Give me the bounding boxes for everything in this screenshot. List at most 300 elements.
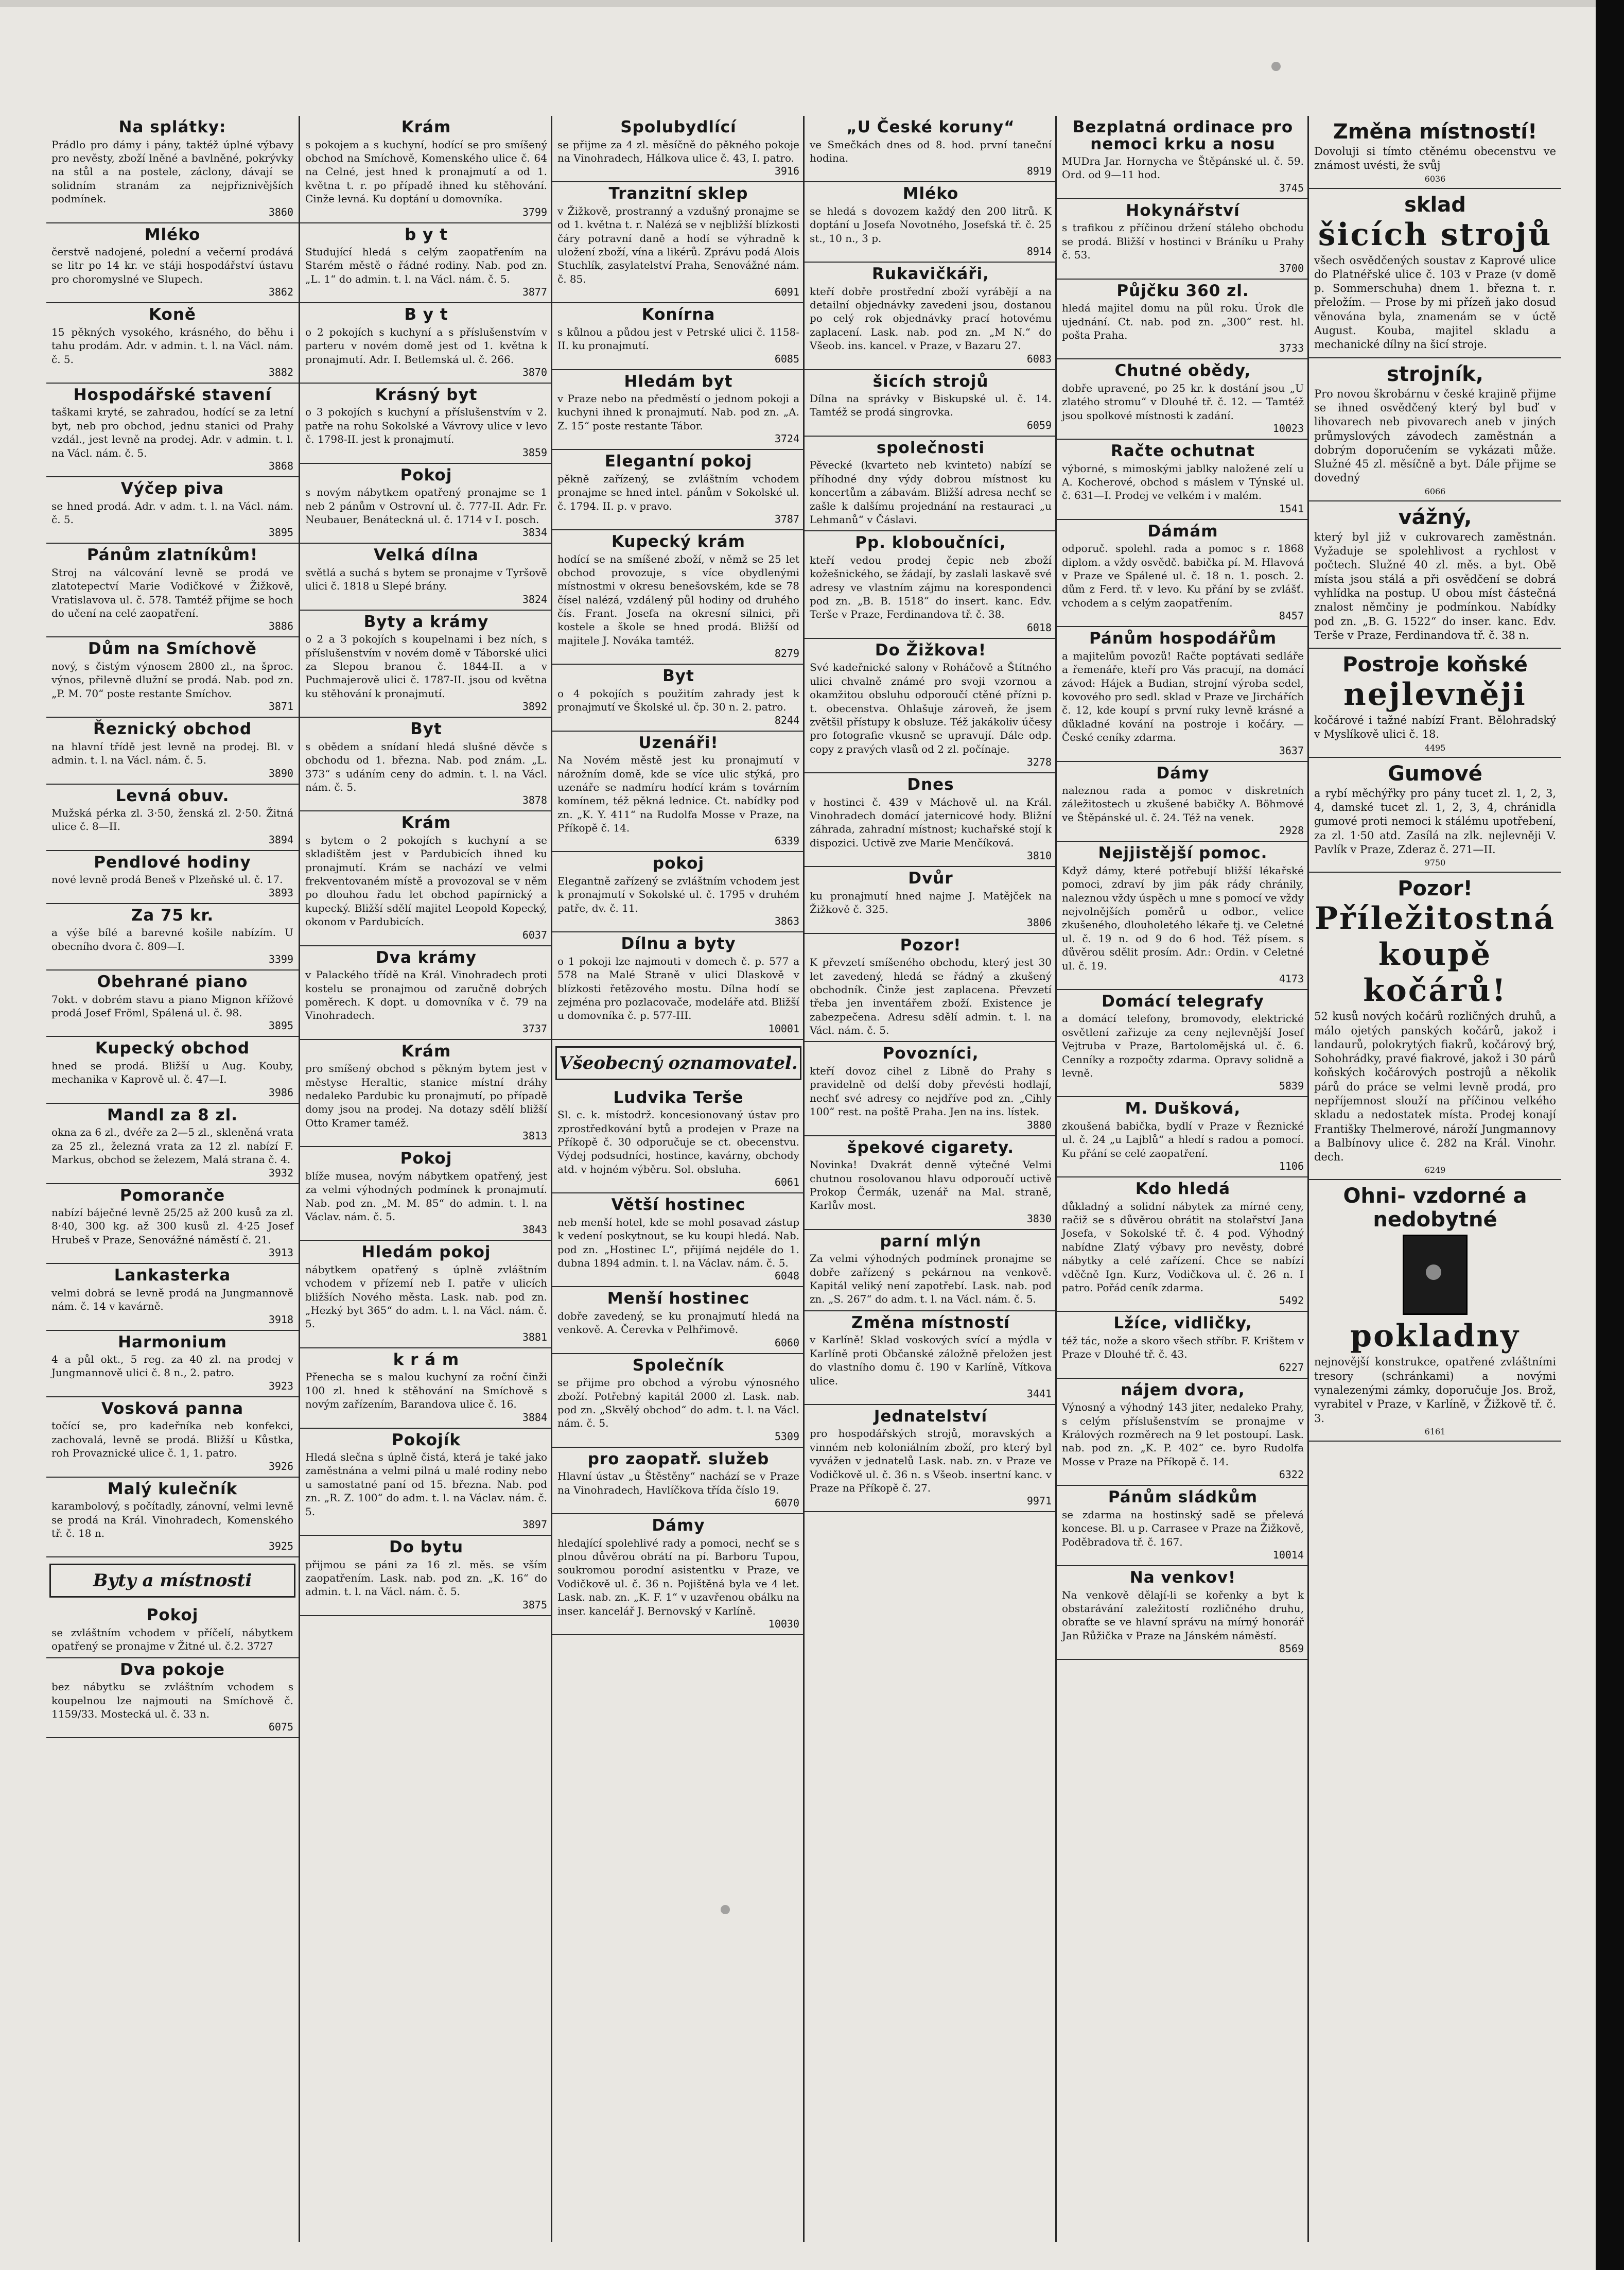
ad-title: Dámy [652, 1516, 705, 1535]
ad-body: Sl. c. k. místodrž. koncesionovaný ústav pro zprostředkování bytů a prodejen v Praze na Příkopě č. 30 odporučuje se ct. obecenstvu. Výdej podsudníci, hostince, kavárny, obchody atd. v hojném výběru. Sol. obsluha. [557, 1108, 799, 1175]
ad-body: Hledá slečna s úplně čistá, která je také jako zaměstnána a velmi pilná u malé rodiny nebo u samostatné paní od 15. března. Nab. pod zn. „R. Z. 100“ do adm. t. l. na Václav. nám. č. 5. [305, 1451, 547, 1518]
ad-body: v Praze nebo na předměstí o jednom pokoji a kuchyni ihned k pronajmutí. Nab. pod zn. „A. Z. 15“ poste restante Tábor. [557, 392, 799, 432]
classified-ad [552, 665, 805, 731]
ad-body: zkoušená babička, bydlí v Praze v Řeznické ul. č. 24 „u Lajblů“ a hledí s radou a pomocí. Ku přání se celé zaopatření. [1062, 1119, 1304, 1159]
ad-title: špekové cigarety. [847, 1138, 1015, 1157]
classified-ad [1309, 649, 1561, 758]
classified-ad [1057, 1486, 1309, 1566]
ad-body: se přijme za 4 zl. měsíčně do pěkného pokoje na Vinohradech, Hálkova ulice č. 43, I. patro. [557, 138, 799, 164]
ad-body: Na Novém městě jest ku pronajmutí v nárožním domě, kde se více ulic stýká, pro uzenáře se nadmíru hodící krám s továrním komínem, též pěkná lednice. Ct. nabídky pod zn. „K. Y. 411“ na Rudolfa Mosse v Praze, na Příkopě č. 14. [557, 754, 799, 835]
ad-number: 3986 [268, 1086, 293, 1099]
ad-body: a domácí telefony, bromovody, elektrické osvětlení zařizuje za ceny nejlevnější Josef Vejtruba v Praze, Bartolomějská ul. č. 6. Cenníky a rozpočty zdarma. Opravy solidně a levně. [1062, 1012, 1304, 1080]
ad-number: 3895 [268, 526, 293, 539]
ad-body: se zvláštním vchodem v příčelí, nábytkem opatřený se pronajme v Žitné ul. č.2. 3727 [51, 1626, 293, 1653]
ink-stain [1271, 62, 1281, 71]
ad-number: 6059 [1026, 419, 1052, 431]
ad-body: Dovoluji si tímto ctěnému obecenstvu ve známost uvésti, že svůj [1314, 145, 1556, 172]
ad-title: Za 75 kr. [131, 906, 214, 925]
ad-body: s kůlnou a půdou jest v Petrské ulici č. 1158-II. ku pronajmutí. [557, 325, 799, 352]
ad-title: Bezplatná ordinace pro nemoci krku a nosu [1072, 118, 1294, 153]
ad-body: Hlavní ústav „u Štěstěny“ nachází se v Praze na Vinohradech, Havlíčkova třída číslo 19. [557, 1470, 799, 1496]
ad-title: Krám [401, 1042, 451, 1061]
classified-ad [1309, 501, 1561, 649]
ad-body: Studující hledá s celým zaopatřením na Starém městě o řádné rodiny. Nab. pod zn. „L. 1“ do admin. t. l. na Václ. nám. č. 5. [305, 246, 547, 285]
classified-ad [552, 1086, 805, 1194]
ad-body: v Žižkově, prostranný a vzdušný pronajme se od 1. května t. r. Nalézá se v nejbližší blízkosti čáry potravní daně a hodí se výhradně k uložení zboží, vína a likérů. Zprávu podá Alois Stuchlík, zasylatelství Praha, Senovážné nám. č. 85. [557, 204, 799, 285]
classified-ad [46, 1604, 299, 1658]
ad-body: 7okt. v dobrém stavu a piano Mignon křížové prodá Josef Fröml, Spálená ul. č. 98. [51, 993, 293, 1019]
classified-ad [552, 116, 805, 182]
ad-number: 10014 [1272, 1548, 1304, 1561]
ad-title: Elegantní pokoj [604, 452, 753, 471]
classified-ad [805, 437, 1057, 532]
ad-number: 3878 [522, 794, 547, 807]
ad-title: nájem dvora, [1121, 1380, 1245, 1399]
ad-number: 10001 [768, 1022, 799, 1035]
classified-ad [805, 1230, 1057, 1311]
ad-number: 8279 [774, 647, 799, 660]
ad-title: Hokynářství [1126, 201, 1240, 220]
classified-column [551, 116, 805, 2242]
ad-title: Dámám [1147, 522, 1218, 541]
ad-body: Své kadeřnické salony v Roháčově a Štítného ulici chvalně známé pro svoji vzornou a okamžitou obsluhu odporoučí ctěné přízni p. t. obecenstva. Ohlašuje zároveň, že jsem zvětšil přístupy k obsluze. Též jakákoliv účesy pro fotografie vkusně se upravují. Dále odp. copy z pravých vlasů od 2 zl. počínaje. [810, 661, 1052, 755]
ad-number: 6083 [1026, 352, 1052, 365]
ad-title: Větší hostinec [611, 1195, 746, 1215]
ad-number: 3834 [522, 526, 547, 539]
ad-title: Pozor! [900, 935, 962, 955]
ad-body: Když dámy, které potřebují bližší lékařské pomoci, zdraví by jim pák rády chránily, naleznou vždy úspěch u mne s pomocí ve vždy nejvolnějších poměrů u odbor., velice zkušeného, dlouholetého lékaře tj. ve Celetné ul. č. 19 n. od 9 do 6 hod. Též písem. s důvěrou sdělit prosím. Adr.: Ordin. v Celetné ul. č. 19. [1062, 864, 1304, 972]
ad-title: Uzenáři! [638, 733, 719, 752]
ad-body: Novinka! Dvakrát denně výtečné Velmi chutnou rosolovanou hlavu odporoučí uctivě Prokop Čermák, uzenář na Mal. straně, Karlův most. [810, 1158, 1052, 1212]
ad-body: Na venkově dělají-li se kořenky a byt k obstarávání zaležitostí rozličného druhu, obraťte se ve hlavní správu na mírný honorář Jan Růžička v Praze na Jánském náměstí. [1062, 1588, 1304, 1642]
classified-ad [300, 223, 552, 304]
ad-body: Za velmi výhodných podmínek pronajme se dobře zařízený s pekárnou na venkově. Kapitál veliký není zapotřebí. Lask. nab. pod zn. „S. 267“ do adm. t. l. na Václ. nám. č. 5. [810, 1252, 1052, 1306]
ad-body: o 2 a 3 pokojích s koupelnami i bez ních, s příslušenstvím v novém domě v Táborské ulici za Slepou branou č. 1844-II. a v Puchmajerově ulici č. 1787-II. jsou od května ku stěhování k pronajmutí. [305, 633, 547, 700]
ad-headline: Změna místností! [1333, 120, 1538, 144]
classified-ad [1057, 116, 1309, 199]
ad-number: 3806 [1026, 916, 1052, 929]
ad-title: b y t [405, 225, 448, 244]
classified-ad [1309, 873, 1561, 1180]
classified-ad [805, 116, 1057, 182]
ad-title: Krásný byt [375, 385, 478, 404]
ad-number: 3733 [1279, 342, 1304, 355]
classified-ad [805, 867, 1057, 933]
ad-body: velmi dobrá se levně prodá na Jungmannově nám. č. 14 v kavárně. [51, 1286, 293, 1313]
ad-title: Vosková panna [101, 1399, 244, 1418]
ad-number: 1106 [1279, 1160, 1304, 1173]
classified-ad [1309, 189, 1561, 358]
ad-number: 10023 [1272, 422, 1304, 435]
ad-body: a rybí měchýřky pro pány tucet zl. 1, 2, 3, 4, damské tucet zl. 1, 2, 3, 4, chránidla gumové proti nemoci k stálému upotřebení, za zl. 1·50 atd. Zasílá na zlk. nejlevněji V. Pavlík v Praze, Zderaz č. 271—II. [1314, 787, 1556, 856]
classified-ad [1057, 842, 1309, 990]
ad-body: K převzetí smíšeného obchodu, který jest 30 let zavedený, hledá se řádný a zkušený obchodník. Činže jest zaplacena. Převzetí třeba jen inventářem zboží. Existence je zabezpečena. Adresu sdělí admin. t. l. na Václ. nám. č. 5. [810, 956, 1052, 1037]
classified-ad [552, 370, 805, 450]
classified-ad [552, 1287, 805, 1354]
classified-ad [46, 1478, 299, 1558]
ad-headline-large: šicích strojů [1318, 216, 1552, 253]
classified-ad [46, 116, 299, 223]
ad-body: který byl již v cukrovarech zaměstnán. Vyžaduje se spolehlivost a rychlost v počtech. Služné 40 zl. měs. a byt. Obě místa jsou stálá a při osvědčení se dobrá vyhlídka na postup. U obou míst částečná znalost němčiny je podmínkou. Nabídky pod zn. „B. G. 1522“ do inser. kanc. Edv. Terše v Praze, Ferdinandova tř. č. 38 n. [1314, 530, 1556, 642]
ad-number: 10030 [768, 1617, 799, 1630]
ad-body: ve Smečkách dnes od 8. hod. první taneční hodina. [810, 138, 1052, 164]
ad-body: neb menší hotel, kde se mohl posavad zástup k vedení poskytnout, se ku koupi hledá. Nab. pod zn. „Hostinec L“, přijímá nejdéle do 1. dubna 1894 admin. t. l. na Václav. nám. č. 5. [557, 1216, 799, 1269]
ad-number: 3724 [774, 432, 799, 445]
ad-number: 8914 [1026, 245, 1052, 258]
ad-number: 6322 [1279, 1468, 1304, 1481]
ad-number: 3925 [268, 1540, 293, 1553]
ad-title: Domácí telegrafy [1102, 992, 1264, 1011]
ad-body: dobře upravené, po 25 kr. k dostání jsou „U zlatého stromu“ v Dlouhé tř. č. 12. — Tamtéž jsou spolkové místnosti k zadání. [1062, 382, 1304, 422]
ad-body: dobře zavedený, se ku pronajmutí hledá na venkově. A. Čerevka v Pelhřimově. [557, 1309, 799, 1336]
ad-body: světlá a suchá s bytem se pronajme v Tyršově ulici č. 1818 u Slepé brány. [305, 566, 547, 593]
ad-body: kteří dobře prostřední zboží vyrábějí a na detailní objednávky zavedeni jsou, dostanou po celý rok objednávky prací hotovému zaplacení. Lask. nab. pod zn. „M N.“ do Všeob. ins. kancel. v Praze, v Bazaru 27. [810, 285, 1052, 352]
classified-column [299, 116, 552, 2242]
classified-ad [300, 303, 552, 384]
classified-ad [300, 1348, 552, 1429]
classified-ad [1057, 1566, 1309, 1660]
ad-title: Malý kulečník [107, 1479, 238, 1498]
classified-ad [300, 811, 552, 946]
ad-title: Dámy [1156, 764, 1210, 783]
ad-title: Dílnu a byty [621, 934, 736, 954]
ad-title: Do Žižkova! [875, 640, 987, 660]
classified-ad [46, 1331, 299, 1397]
ad-number: 3897 [522, 1518, 547, 1531]
classified-ad [46, 785, 299, 851]
ad-number: 6249 [1424, 1165, 1446, 1175]
section-heading: Byty a místnosti [49, 1564, 295, 1598]
ad-title: Do bytu [389, 1538, 464, 1557]
ad-body: hned se prodá. Bližší u Aug. Kouby, mechanika v Kaprově ul. č. 47—I. [51, 1060, 293, 1086]
ad-body: nabízí báječné levně 25/25 až 200 kusů za zl. 8·40, 300 kg. až 300 kusů zl. 4·25 Josef Hrubeš v Praze, Senovážné náměstí č. 21. [51, 1206, 293, 1246]
ad-title: Pp. kloboučníci, [855, 533, 1006, 552]
classified-ad [805, 531, 1057, 639]
ad-title: parní mlýn [880, 1232, 982, 1251]
ad-body: nový, s čistým výnosem 2800 zl., na šproc. výnos, přilevně dlužní se prodá. Nab. pod zn. „P. M. 70“ poste restante Smíchov. [51, 660, 293, 700]
ad-title: Krám [401, 118, 451, 136]
classified-ad [805, 639, 1057, 773]
ad-number: 2928 [1279, 824, 1304, 837]
ad-title: Povozníci, [882, 1044, 979, 1063]
ad-title: M. Dušková, [1125, 1099, 1241, 1118]
ad-headline: Ohni- vzdorné a nedobytné [1343, 1184, 1527, 1232]
ad-body: o 1 pokoji lze najmouti v domech č. p. 577 a 578 na Malé Straně v ulici Dlaskově v blízkosti řetězového mostu. Dílna hodí se zejména pro pozlacovače, modeláře atd. Bližší u domovníka č. p. 577-III. [557, 955, 799, 1022]
ad-body: v hostinci č. 439 v Máchově ul. na Král. Vinohradech domácí jaternicové hody. Bližní záhrada, zahradní místnost; kuchařské stojí k dispozici. Uctivě zve Marie Menčíková. [810, 795, 1052, 849]
ad-title: Řeznický obchod [93, 720, 252, 739]
ad-body: se přijme pro obchod a výrobu výnosného zboží. Potřebný kapitál 2000 zl. Lask. nab. pod zn. „Skvělý obchod“ do adm. t. l. na Václ. nám. č. 5. [557, 1376, 799, 1430]
ad-number: 6091 [774, 286, 799, 299]
ad-body: o 4 pokojích s použitím zahrady jest k pronajmutí ve Školské ul. čp. 30 n. 2. patro. [557, 687, 799, 714]
ad-title: Pomoranče [119, 1186, 225, 1205]
ad-headline: Pozor! [1398, 877, 1473, 901]
classified-ad [300, 1536, 552, 1616]
ad-title: Rukavičkáři, [872, 265, 989, 284]
ad-body: Přenecha se s malou kuchyní za roční činži 100 zl. hned k stěhování na Smíchově s novým zařízením, Barandova ulice č. 16. [305, 1371, 547, 1411]
classified-ad [552, 852, 805, 932]
ad-number: 8569 [1279, 1642, 1304, 1655]
ad-title: Hledám byt [624, 372, 733, 391]
ad-number: 5492 [1279, 1294, 1304, 1307]
ad-body: ku pronajmutí hned najme J. Matějček na Žižkově č. 325. [810, 889, 1052, 916]
ad-number: 3870 [522, 366, 547, 378]
classified-column [46, 116, 299, 2242]
ad-title: Dva pokoje [120, 1660, 225, 1679]
ad-number: 4173 [1279, 972, 1304, 985]
ad-body: a výše bílé a barevné košile nabízím. U obecního dvora č. 809—I. [51, 926, 293, 952]
classified-ad [552, 450, 805, 530]
ad-body: Stroj na válcování levně se prodá ve zlatotepectví Marie Vodičkové v Žižkově, Vratislavova ul. č. 578. Tamtéž přijme se hoch do učení na celé zaopatření. [51, 566, 293, 620]
classified-ad [552, 182, 805, 303]
classified-ad [300, 611, 552, 718]
ad-number: 3895 [268, 1019, 293, 1032]
classified-ad [1057, 990, 1309, 1098]
ad-number: 3859 [522, 446, 547, 459]
ad-body: s obědem a snídaní hledá slušné děvče s obchodu od 1. března. Nab. pod znám. „L. 373“ s udáním ceny do admin. t. l. na Václ. nám. č. 5. [305, 740, 547, 793]
ad-number: 6070 [774, 1497, 799, 1510]
ad-number: 5309 [774, 1430, 799, 1443]
section-heading: Všeobecný oznamovatel. [555, 1046, 801, 1080]
ad-title: Račte ochutnat [1110, 442, 1255, 461]
ad-number: 6075 [268, 1721, 293, 1734]
ad-headline: strojník, [1387, 362, 1483, 386]
ad-title: Byty a krámy [363, 612, 489, 631]
scan-right-edge [1596, 0, 1624, 2270]
ad-title: Konírna [641, 305, 715, 324]
ad-title: Tranzitní sklep [608, 184, 748, 203]
ad-headline-large: pokladny [1350, 1318, 1520, 1355]
ad-body: taškami kryté, se zahradou, hodící se za letní byt, neb pro obchod, jednu stanici od Prahy vzdál., jest levně na prodej. Adr. v admin. t. l. na Václ. nám. č. 5. [51, 406, 293, 459]
ad-title: Výčep piva [120, 479, 224, 498]
safe-icon [1403, 1235, 1468, 1315]
ad-title: společnosti [876, 438, 985, 457]
classified-ad [300, 946, 552, 1040]
ad-body: Dílna na správky v Biskupské ul. č. 14. Tamtéž se prodá singrovka. [810, 392, 1052, 419]
ad-number: 3824 [522, 593, 547, 605]
ad-number: 8457 [1279, 610, 1304, 622]
ad-title: Jednatelství [874, 1407, 988, 1426]
ad-body: hledá majitel domu na půl roku. Úrok dle ujednání. Ct. nab. pod zn. „300“ rest. hl. pošta Praha. [1062, 302, 1304, 341]
ad-title: Lžíce, vidličky, [1113, 1314, 1252, 1333]
ad-number: 9750 [1424, 858, 1446, 868]
classified-ad [552, 530, 805, 665]
classified-ad [46, 1184, 299, 1264]
ad-number: 3862 [268, 286, 293, 299]
classified-ad [805, 773, 1057, 867]
ad-number: 3918 [268, 1313, 293, 1326]
ad-body: odporuč. spolehl. rada a pomoc s r. 1868 diplom. a vždy osvědč. babička pí. M. Hlavová v Praze ve Spálené ul. č. 18 n. 1. posch. 2. dům z Ferd. tř. v levo. Ku přání by se zvlášť. vchodem a s celým zaopatřením. [1062, 542, 1304, 609]
ad-number: 3881 [522, 1330, 547, 1343]
ad-title: Ludvika Terše [613, 1088, 744, 1107]
classified-ad [300, 384, 552, 464]
ad-number: 3890 [268, 767, 293, 779]
ad-number: 3932 [268, 1166, 293, 1179]
ad-number: 5839 [1279, 1080, 1304, 1093]
ad-body: kočárové i tažné nabízí Frant. Bělohradský v Myslíkově ulici č. 18. [1314, 714, 1556, 741]
ad-title: Pokoj [400, 465, 452, 484]
classified-ad [805, 182, 1057, 263]
ad-body: s pokojem a s kuchyní, hodící se pro smíšený obchod na Smíchově, Komenského ulice č. 64 na Celné, jest hned k pronajmutí a od 1. května t. r. po případě ihned ku stěhování. Cinže levná. Ku doptání u domovníka. [305, 138, 547, 205]
ad-number: 1541 [1279, 502, 1304, 515]
ad-number: 3875 [522, 1598, 547, 1611]
ad-title: Byt [410, 720, 442, 739]
classified-ad [1057, 1177, 1309, 1312]
ad-body: na hlavní třídě jest levně na prodej. Bl. v admin. t. l. na Václ. nám. č. 5. [51, 740, 293, 767]
classified-ad [1057, 199, 1309, 280]
classified-ad [552, 732, 805, 853]
ad-title: Krám [401, 813, 451, 833]
ad-title: Mléko [144, 225, 201, 244]
ad-headline-large: Příležitostná koupě kočárů! [1314, 900, 1556, 1009]
ad-headline: Gumové [1388, 761, 1482, 786]
ad-body: se hledá s dovozem každý den 200 litrů. K doptání u Josefa Novotného, Josefská tř. č. 25 st., 10 n., 3 p. [810, 204, 1052, 245]
classified-ad [1057, 762, 1309, 842]
ad-body: Mužská pérka zl. 3·50, ženská zl. 2·50. Žitná ulice č. 8—II. [51, 807, 293, 833]
ad-title: Mléko [902, 184, 959, 203]
ad-title: Harmonium [118, 1332, 227, 1351]
ad-body: bez nábytku se zvláštním vchodem s koupelnou lze najmouti na Smíchově č. 1159/33. Mostecká ul. č. 33 n. [51, 1680, 293, 1720]
ad-body: s novým nábytkem opatřený pronajme se 1 neb 2 pánům v Ostrovní ul. č. 777-II. Adr. Fr. Neubauer, Benáteckná ul. č. 1714 v I. posch. [305, 486, 547, 526]
ad-title: pro zaopatř. služeb [587, 1449, 770, 1468]
ad-body: kteří dovoz cihel z Libně do Prahy s pravidelně od delší doby převésti hodlají, nechť své adresy co nejdříve pod zn. „Cihly 100“ rest. na poště Praha. Jen na ins. lístek. [810, 1065, 1052, 1118]
ad-title: Pánům zlatníkům! [86, 546, 258, 565]
ad-headline: vážný, [1398, 505, 1472, 529]
ad-body: všech osvědčených soustav z Kaprové ulice do Platnéřské ulice č. 103 v Praze (v domě p. Sommerschuha) dnem 1. března t. r. přeložím. — Prose by mi přízeň jako dosud věnována byla, znamenám se v úctě August. Kouba, majitel skladu a mechanické dílny na šicí stroje. [1314, 254, 1556, 351]
classified-ad [552, 1354, 805, 1448]
ad-body: v Palackého třídě na Král. Vinohradech proti kostelu se pronajmou od zaručně dobrých poměrech. K dopt. u domovníka v č. 79 na Vinohradech. [305, 968, 547, 1022]
classified-ad [805, 1311, 1057, 1405]
classified-ad [300, 718, 552, 811]
classified-ad [552, 1514, 805, 1635]
ad-title: „U České koruny“ [846, 118, 1015, 136]
classified-column [1055, 116, 1309, 2242]
classified-ad [1057, 440, 1309, 520]
ad-title: Pánům sládkům [1108, 1488, 1258, 1507]
ad-title: Půjčku 360 zl. [1116, 281, 1249, 300]
ad-title: Obehrané piano [97, 973, 248, 992]
classified-ad [805, 263, 1057, 370]
classified-ad [46, 384, 299, 477]
ad-body: s trafikou z příčinou držení stáleho obchodu se prodá. Bližší v hostinci v Bráníku u Prahy č. 53. [1062, 221, 1304, 262]
classified-ad [46, 1037, 299, 1103]
classified-ad [46, 477, 299, 544]
ad-title: Menší hostinec [607, 1289, 750, 1308]
ad-title: Dva krámy [376, 948, 477, 967]
ad-number: 3860 [268, 205, 293, 218]
ad-number: 3810 [1026, 850, 1052, 862]
classified-ad [300, 1147, 552, 1241]
ad-number: 6066 [1424, 486, 1446, 496]
ad-number: 9971 [1026, 1495, 1052, 1507]
ad-number: 3813 [522, 1130, 547, 1142]
ad-title: Byt [662, 667, 694, 686]
ad-number: 3737 [522, 1022, 547, 1035]
ad-title: Dnes [907, 775, 954, 794]
ad-title: Velká dílna [374, 546, 479, 565]
ad-title: Kdo hledá [1135, 1180, 1231, 1199]
ad-title: Kupecký krám [612, 532, 745, 551]
ad-number: 3886 [268, 620, 293, 633]
ad-title: Mandl za 8 zl. [107, 1105, 238, 1124]
ad-body: Pěvecké (kvarteto neb kvinteto) nabízí se příhodné dny výdy dobrou místnost ku koncertům a zábavám. Bližší adresa nechť se zašle k dalšímu projednání na restauraci „u Lehmanů“ v Čáslavi. [810, 459, 1052, 526]
ad-body: nábytkem opatřený s úplně zvláštním vchodem v přízemí neb I. patře v ulicích bližších Nového města. Lask. nab. pod zn. „Hezký byt 365“ do adm. t. l. na Václ. nám. č. 5. [305, 1263, 547, 1330]
ad-title: Pánům hospodářům [1089, 629, 1277, 648]
classified-ad [552, 932, 805, 1040]
ad-number: 6085 [774, 352, 799, 365]
classified-ad [552, 1448, 805, 1514]
classified-ad [46, 223, 299, 304]
classified-ad [46, 1658, 299, 1739]
ad-headline: Postroje koňské [1342, 653, 1528, 677]
ad-body: nové levně prodá Beneš v Plzeňské ul. č. 17. [51, 873, 283, 886]
classified-ad [552, 1193, 805, 1287]
classified-ad [300, 1040, 552, 1148]
ad-number: 3880 [1026, 1118, 1052, 1131]
ad-number: 3884 [522, 1411, 547, 1424]
ad-body: s bytem o 2 pokojích s kuchyní a se skladištěm jest v Pardubicích ihned ku pronajmutí. Krám se nachází ve velmi frekventovaném místě a provozoval se v něm po dlouhou řadu let obchod papírnický a kupecký. Bližší sdělí majitel Leopold Kopecký, okonom v Pardubicích. [305, 834, 547, 928]
ad-number: 3916 [774, 165, 799, 178]
ad-body: výborné, s mimoskými jablky naložené zelí u A. Kocherové, obchod s máslem v Týnské ul. č. 631—I. Prodej ve velkém i v malém. [1062, 462, 1304, 502]
ad-number: 3799 [522, 205, 547, 218]
ad-title: B y t [404, 305, 448, 324]
classified-ad [1057, 1312, 1309, 1378]
classified-ad [1057, 280, 1309, 360]
ad-body: hledající spolehlivé rady a pomoci, nechť se s plnou důvěrou obrátí na pí. Barboru Tupou, soukromou porodní asistentku v Praze, ve Vodičkově ul. č. 36 n. Pojištěná byla ve 4 let. Lask. nab. zn. „K. F. 1“ v uzavřenou obálku na inser. kancelář J. Bernovský v Karlíně. [557, 1536, 799, 1617]
ad-body: MUDra Jar. Hornycha ve Štěpánské ul. č. 59. Ord. od 9—11 hod. [1062, 155, 1304, 181]
ad-number: 3787 [774, 512, 799, 525]
ad-number: 3892 [522, 700, 547, 713]
ad-body: hodící se na smíšené zboží, v němž se 25 let obchod provozuje, s více obydlenými místnostmi v okresu benešovském, kde se 78 čísel nalézá, vzdálený půl hodiny od druhého čís. Frant. Josefa na okresní silnici, při kostele a škole se hned prodá. Bližší od majitele J. Nováka tamtéž. [557, 552, 799, 647]
classified-ad [805, 1136, 1057, 1230]
ad-number: 3843 [522, 1223, 547, 1236]
classified-ad [300, 1241, 552, 1348]
ad-body: 52 kusů nových kočárů rozličných druhů, a málo ojetých panských kočárů, jakož i landaurů, polokrytých fiakrů, kočárový brý, Sohohrádky, pravé fiakrové, jakož i 30 párů koňských kočárových postrojů a několik párů do práce se velmi levně prodá, pro nepříjemnost slouží na příčinou velkého skladu a nedostatek místa. Prodej konají Františky Thelmerové, nároží Jungmannovy a Balbínovy ulice č. 282 na Král. Vinohr. dech. [1314, 1010, 1556, 1164]
ad-title: Lankasterka [114, 1266, 231, 1285]
classified-column [803, 116, 1057, 2242]
classified-ad [1057, 1097, 1309, 1177]
ad-number: 3877 [522, 286, 547, 299]
ad-number: 3441 [1026, 1387, 1052, 1400]
classified-ad [300, 544, 552, 610]
ad-headline-large: nejlevněji [1343, 677, 1527, 713]
ad-number: 3700 [1279, 262, 1304, 274]
ad-body: přijmou se páni za 16 zl. měs. se vším zaopatřením. Lask. nab. pod zn. „K. 16“ do admin. t. l. na Václ. nám. č. 5. [305, 1558, 547, 1598]
classified-ad [46, 1397, 299, 1478]
ad-body: točící se, pro kadeřníka neb konfekci, zachovalá, levně se prodá. Bližší u Kůstka, roh Provaznické ulice č. 1, 1. patro. [51, 1419, 293, 1460]
ad-body: pro smíšený obchod s pěkným bytem jest v městyse Heraltic, stanice místní dráhy nedaleko Pardubic ku pronajmutí, po případě domy jsou na prodej. Na dotazy sdělí bližší Otto Kramer taméž. [305, 1062, 547, 1129]
ad-number: 3926 [268, 1460, 293, 1472]
ad-title: Změna místností [851, 1313, 1010, 1332]
classified-ad [300, 116, 552, 223]
ad-number: 3913 [268, 1246, 293, 1259]
classified-ad [805, 1405, 1057, 1513]
ad-headline: sklad [1404, 193, 1466, 217]
classified-ad [300, 1429, 552, 1536]
ad-number: 3871 [268, 700, 293, 713]
ad-body: též tác, nože a skoro všech stříbr. F. Krištem v Praze v Dlouhé tř. č. 43. [1062, 1334, 1304, 1361]
classified-ad [1057, 520, 1309, 628]
classified-ad [1057, 627, 1309, 761]
ad-body: karambolový, s počítadly, zánovní, velmi levně se prodá na Král. Vinohradech, Komenského tř. č. 18 n. [51, 1500, 293, 1539]
ad-title: Hospodářské stavení [73, 385, 272, 404]
ad-body: se zdarma na hostinský sadě se přelevá koncese. Bl. u p. Carrasee v Praze na Žižkově, Poděbradova tř. č. 167. [1062, 1508, 1304, 1548]
ad-number: 6339 [774, 835, 799, 847]
ad-title: Spolubydlící [620, 118, 737, 136]
ad-body: nejnovější konstrukce, opatřené zvláštními tresory (schránkami) a novými vynalezenými zámky, doporučuje Jos. Brož, vyrabitel v Praze, v Karlíně, v Žižkově tř. č. 3. [1314, 1356, 1556, 1425]
classified-ad [805, 934, 1057, 1043]
ad-number: 3893 [268, 886, 293, 899]
ad-number: 3278 [1026, 756, 1052, 769]
